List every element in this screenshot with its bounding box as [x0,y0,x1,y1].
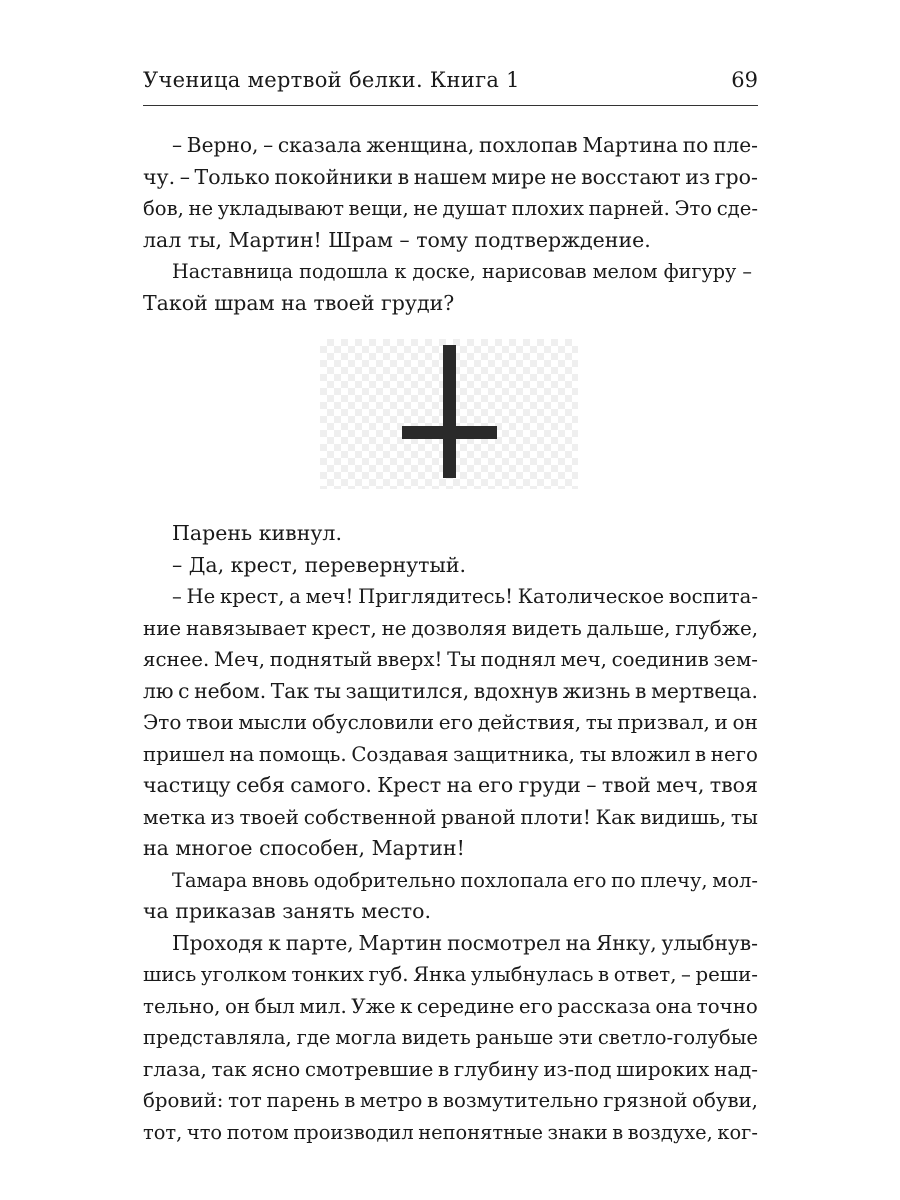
word: непонятные [418,1120,543,1144]
word: Янку, [595,930,657,955]
word: точно [696,994,758,1018]
word: по [682,133,709,157]
word: к [400,994,413,1018]
text-line [143,676,758,708]
word: мире [491,164,547,189]
word: плохих [511,197,585,220]
word: – [263,133,274,157]
word: Только [194,164,270,189]
word: на [229,742,255,766]
text-line: Такой шрам на твоей груди? [143,290,455,315]
word: светло-голубые [597,1026,758,1049]
word: он [224,994,251,1018]
word: в [438,1057,450,1081]
word: реши- [695,963,758,986]
word: пле- [712,133,758,157]
word: похлопав [478,133,578,157]
word: него [710,742,758,766]
word: ког- [717,1120,758,1144]
word: обуви, [692,1089,758,1112]
word: потом [226,1120,289,1144]
word: ты [730,804,758,829]
word: – [681,963,691,986]
word: его [477,773,514,797]
word: ответ, [613,963,677,986]
word: крест, [311,616,377,640]
word: Не [186,585,216,608]
word: Так [270,678,310,703]
text-line [143,193,758,225]
word: она [655,994,693,1018]
word: видишь, [640,804,727,829]
word: глубже, [675,616,758,640]
text-line: лал ты, Мартин! Шрам – тому подтверждение. [143,227,651,252]
word: середине [416,994,515,1018]
word: твой [601,773,651,797]
word: Янка [413,963,467,986]
word: улыбнулась [470,963,594,986]
page-header [143,66,758,100]
word: Католическое [517,585,665,608]
word: меч, [656,773,705,797]
word: жизнь [562,678,631,703]
word: над- [713,1057,758,1081]
word: производил [293,1120,414,1144]
word: тот, [143,1120,183,1144]
word: посмотрел [447,930,561,955]
word: поднятый [269,648,373,671]
word: твоя [709,773,758,797]
word: бровий: [143,1089,224,1112]
word: чу. [143,164,176,189]
word: воспита- [668,585,758,608]
word: мил. [299,994,347,1018]
word: что [186,1120,223,1144]
text-line [143,1022,758,1054]
word: так [211,1057,247,1081]
word: Мартин [358,930,443,955]
word: – [172,585,182,608]
word: Меч, [213,648,266,671]
word: он [732,710,758,734]
word: не [550,164,577,189]
word: собственной [303,804,437,829]
word: обусловили [311,710,435,734]
word: в [612,1120,624,1144]
running-title: Ученица мертвой белки. Книга 1 [143,68,520,92]
word: где [296,1026,331,1049]
text-line [143,865,758,897]
header-rule [143,105,758,106]
text-line: на многое способен, Мартин! [143,836,465,860]
word: действия, [477,710,582,734]
word: его [573,868,607,892]
word: лю [143,678,174,703]
text-line [143,959,758,991]
word: парте, [285,930,354,955]
word: меч, [560,648,607,671]
word: вдохнув [473,678,559,703]
page-number: 69 [731,68,758,92]
word: похлопала [460,868,569,892]
word: меч! [305,585,354,608]
word: парней. [588,197,670,220]
word: ты [579,742,607,766]
word: Ты [447,648,476,671]
word: укладывают [217,197,344,220]
word: грязной [603,1089,688,1112]
word: сде- [716,197,758,220]
word: самого. [290,773,372,797]
word: по [611,868,636,892]
word: поднял [480,648,556,671]
word: улыбнув- [661,930,758,955]
word: ты [313,678,341,703]
word: из [210,804,235,829]
figure-inverted-cross [320,339,578,489]
word: представляла, [143,1026,292,1049]
word: не [381,616,407,640]
word: его [438,710,474,734]
text-line [143,1117,758,1149]
word: Это [143,710,182,734]
word: Приглядитесь! [358,585,514,608]
word: Это [674,197,713,220]
word: Тамара [172,868,248,892]
word: шись [143,963,197,986]
paragraph-block-2 [143,518,758,1148]
word: женщина, [366,133,475,157]
word: в [397,164,410,189]
word: эти [558,1026,594,1049]
word: губ. [368,963,409,986]
word: знаки [547,1120,608,1144]
word: в [344,1089,356,1112]
text-line: Парень кивнул. [172,521,342,545]
word: дозволяя [411,616,507,640]
word: воздухе, [627,1120,713,1144]
text-line [143,1054,758,1086]
word: Крест [377,773,442,797]
word: Уже [351,994,396,1018]
word: покойники [274,164,394,189]
word: – [172,133,183,157]
word: смотревшие [304,1057,434,1081]
word: его [518,994,553,1018]
text-line [143,928,758,960]
word: к [268,930,281,955]
word: пришел [143,742,225,766]
text-line [143,770,758,802]
word: парень [266,1089,340,1112]
word: а [289,585,301,608]
word: и [714,710,728,734]
word: яснее. [143,648,210,671]
word: одобрительно [313,868,456,892]
word: уголком [200,963,287,986]
word: твои [186,710,234,734]
word: – [179,164,190,189]
word: навязывает [185,616,307,640]
text-line [143,581,758,613]
word: видеть [401,1026,471,1049]
word: рассказа [557,994,651,1018]
word: не [188,197,214,220]
word: Проходя [172,930,264,955]
word: вложил [610,742,691,766]
word: в [598,963,610,986]
text-line [143,162,758,194]
word: Как [595,804,636,829]
word: крест, [220,585,285,608]
word: на [565,930,592,955]
word: сказала [277,133,362,157]
word: душат [442,197,507,220]
text-line: – Да, крест, перевернутый. [172,552,467,577]
word: – [586,773,597,797]
text-line: ча приказав занять место. [143,899,432,923]
word: могла [335,1026,397,1049]
text-line [143,991,758,1023]
word: защитился, [345,678,470,703]
word: частицу [143,773,231,797]
text-line [143,644,758,676]
word: метка [143,804,206,829]
word: тонких [291,963,364,986]
word: вещи, [348,197,409,220]
text-line [143,613,758,645]
word: бов, [143,197,184,220]
word: плоти! [520,804,591,829]
word: вновь [251,868,309,892]
word: мол- [712,868,758,892]
word: вверх! [376,648,443,671]
word: с [178,678,190,703]
word: в [635,678,647,703]
word: ты [585,710,613,734]
word: восстают [581,164,681,189]
word: из [685,164,711,189]
word: ние [143,616,182,640]
text-line [143,1085,758,1117]
text-line [143,739,758,771]
word: глаза, [143,1057,207,1081]
word: глубину [453,1057,539,1081]
word: возмутительно [442,1089,599,1112]
paragraph-block-1 [143,130,758,319]
text-line: Наставница подошла к доске, нарисовав мелом фигуру – [172,260,752,283]
word: призвал, [617,710,710,734]
word: Создавая [351,742,449,766]
word: мертвеца. [651,678,758,703]
word: нашем [413,164,487,189]
word: метро [359,1089,423,1112]
word: себя [235,773,285,797]
word: тот [228,1089,262,1112]
word: в [695,742,707,766]
word: зем- [713,648,758,671]
word: помощь. [258,742,347,766]
word: ясно [251,1057,301,1081]
word: мысли [238,710,308,734]
inverted-cross-icon [320,339,578,489]
word: Верно, [186,133,259,157]
word: дальше, [586,616,671,640]
word: твоей [239,804,300,829]
word: из-под [543,1057,612,1081]
text-line [143,130,758,162]
word: не [413,197,438,220]
word: защитника, [453,742,575,766]
word: видеть [511,616,582,640]
text-line [143,707,758,739]
word: соединив [611,648,709,671]
word: раньше [475,1026,554,1049]
word: Мартина [582,133,678,157]
word: широких [616,1057,710,1081]
word: в [427,1089,439,1112]
word: плечу, [640,868,708,892]
word: небом. [194,678,267,703]
word: рваной [441,804,516,829]
word: был [254,994,295,1018]
text-line [143,802,758,834]
word: груди [518,773,581,797]
word: на [446,773,473,797]
word: тельно, [143,994,221,1018]
word: гро- [714,164,758,189]
